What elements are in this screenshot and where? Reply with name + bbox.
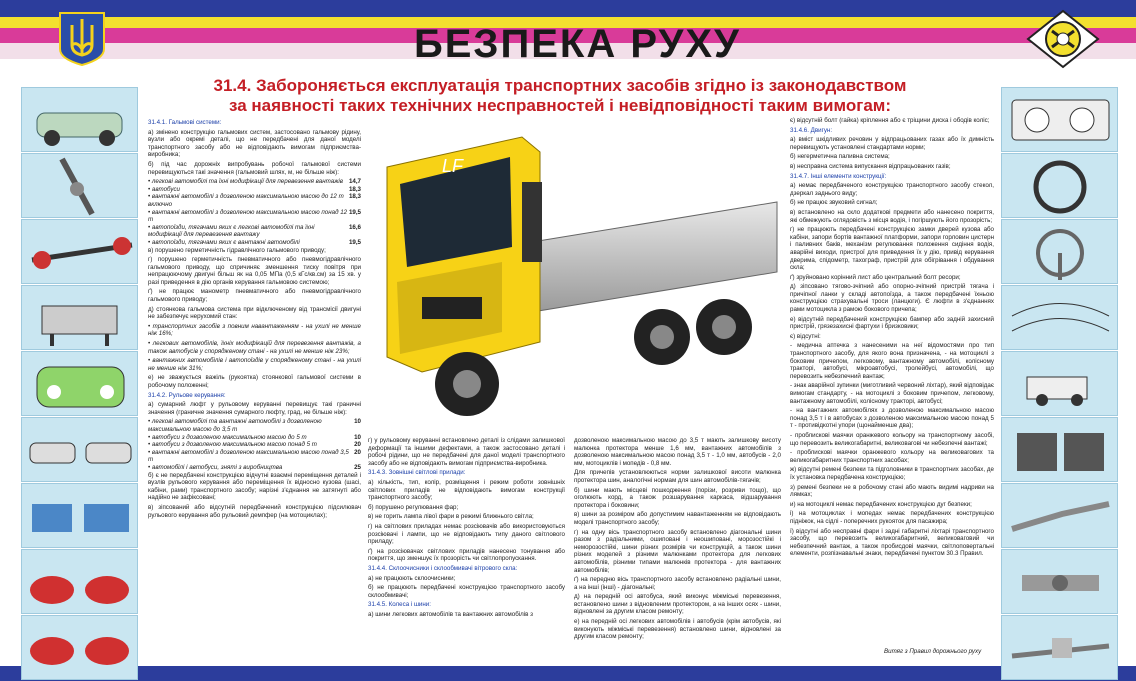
slope-row-0: • транспортних засобів з повним навантаженням - на ухилі не менше ніж 16%; xyxy=(148,322,361,338)
brake-row-3-value: 19,5 xyxy=(348,208,361,216)
steer-row-3-text: • вантажні автомобілі з дозволеною максимальною масою понад 3,5 т xyxy=(148,448,349,464)
tires-p1: дозволеною максимальною масою до 3,5 т мають залишкову висоту малюнка протектора менше 1,6 мм, вантажних автомобілів з дозволеною максимальною масою понад 3,5 т - 1,0 мм, автобусів - 2,0 мм, мотоциклів і мопедів - 0,8 мм. xyxy=(574,437,781,467)
truck-load-illustration xyxy=(21,483,138,548)
brakes-item-a: а) змінено конструкцію гальмових систем, застосовано гальмову рідину, вузли або окремі деталі, що не передбачені для даної моделі транспортного засобу або не відповідають вимогам підприємства-виробника; xyxy=(148,128,361,159)
brakes-item-d: д) стоянкова гальмова система при відключеному від трансмісії двигуні не забезпечує нерухомий стан: xyxy=(148,305,361,321)
steer-row-3-value: 20 xyxy=(354,448,361,456)
wheels-item-ye: є) відсутній болт (гайка) кріплення або є тріщини диска і ободів коліс; xyxy=(790,117,990,124)
brakes-item-e: е) не зважується важіль (рукоятка) стоянкової гальмової системи в робочому положенні; xyxy=(148,374,361,389)
brake-row-5-value: 19,5 xyxy=(348,238,361,246)
engine-item-v: в) несправна система випускання відпрацьованих газів; xyxy=(790,162,951,170)
brake-row-4-text: • автопоїзди, тягачами яких є легкові автомобілі та їхні модифікації для перевезення вантажу xyxy=(148,223,315,239)
steer-row-1-text: • автобуси з дозволеною максимальною масою до 5 т xyxy=(148,433,307,441)
tires-item-d: д) на передній осі автобуса, який виконує міжміські перевезення, встановлено шини з відновленим протектором, а на інших осях - шини, відновлені за другим класом ремонту; xyxy=(574,593,781,616)
brake-row-4 xyxy=(148,224,361,239)
main-heading-line2: за наявності таких технічних несправностей і невідповідності таким вимогам: xyxy=(228,96,892,115)
svg-text:LF: LF xyxy=(442,156,464,176)
steer-row-1-value: 10 xyxy=(354,433,361,441)
brake-row-1 xyxy=(148,186,361,194)
other-item-b: б) не працює звуковий сигнал; xyxy=(790,199,878,207)
brake-row-5 xyxy=(148,239,361,247)
steer-row-0-text: • легкові автомобілі та вантажні автомобілі з дозволеною максимальною масою до 3,5 т xyxy=(148,418,322,433)
wheels-item-a: а) шини легкових автомобілів та вантажних автомобілів з xyxy=(368,610,533,618)
steer-row-4 xyxy=(148,464,361,472)
tires-p2: Для причепів установлюються норми залишкової висоти малюнка протектора шин, аналогічні нормам для шин автомобілів-тягачів; xyxy=(574,469,781,484)
lights-item-v: в) не горить лампа лівої фари в режимі ближнього світла; xyxy=(368,513,534,521)
tires-illustration xyxy=(21,549,138,614)
main-heading-line1: 31.4. Забороняється експлуатація транспортних засобів згідно із законодавством xyxy=(213,76,907,95)
bottom-band xyxy=(0,666,1136,681)
engine-item-b: б) негерметична паливна система; xyxy=(790,153,890,161)
page-title: БЕЗПЕКА РУХУ xyxy=(414,22,741,66)
other-item-i: и) на мотоциклі немає передбачених конструкцією дуг безпеки; xyxy=(790,500,972,508)
steering-item-a: а) сумарний люфт у рульовому керуванні перевищує такі граничні значення (граничне значення сумарного люфту, град, не більше ніж): xyxy=(148,401,361,416)
other-item-a: а) немає передбаченого конструкцією транспортного засобу стекол, дзеркал заднього виду; xyxy=(790,182,994,197)
steering-subheading: 31.4.2. Рульове керування: xyxy=(148,391,226,399)
lights-item-a: а) кількість, тип, колір, розміщення і режим роботи зовнішніх світлових приладів не відповідають вимогам конструкції транспортного засобу; xyxy=(368,478,565,502)
tires-item-v: в) шини за розміром або допустимим навантаженням не відповідають моделі транспортного засобу; xyxy=(574,511,781,526)
car-headlights-illustration xyxy=(21,351,138,416)
brakes-item-b: б) під час дорожніх випробувань робочої гальмової системи перевищуються такі значення (гальмовий шлях, м, не більше ніж): xyxy=(148,160,361,176)
wheels-subheading: 31.4.5. Колеса і шини: xyxy=(368,601,431,609)
steer-row-1 xyxy=(148,434,361,442)
tires-item-g2: ґ) на передню вісь транспортного засобу встановлено радіальні шини, а на інші (інші) - діагональні; xyxy=(574,576,781,591)
brake-row-0-value: 14,7 xyxy=(348,178,361,186)
dashboard-gauges-illustration xyxy=(1001,87,1118,152)
coupling-illustration xyxy=(1001,483,1118,548)
brakes-steering-column xyxy=(148,117,361,521)
steer-row-2-value: 20 xyxy=(354,441,361,449)
lights-subheading: 31.4.3. Зовнішні світлові прилади: xyxy=(368,469,466,477)
brakes-item-g: г) порушено герметичність пневматичного або пневмогідравлічного гальмового приводу, що спричиняє зменшення тиску повітря при непрацюючому двигуні більш як на 0,05 МПа (0,5 кГс/кв.см) за 15 хв. у разі приведення в дію органів керування гальмовою системою; xyxy=(148,256,361,286)
other-item-g2: ґ) зруйновано корінний лист або центральний болт ресори; xyxy=(790,273,961,281)
slope-row-2: • вантажних автомобілів і автопоїздів у спорядженому стані - на ухилі не менше ніж 31%; xyxy=(148,357,361,372)
other-item-e: е) відсутній передбачений конструкцією бампер або задній захисний пристрій, грязезахисні фартухи і бризковики; xyxy=(790,315,994,331)
tires-item-g: г) на одну вісь транспортного засобу встановлено діагональні шини разом з радіальними, ошиповані і неошиповані, морозостійкі і неморозостійкі, шини різних розмірів чи конструкцій, а також шини різних моделей з різними малюнками протектора для легкових автомобілів, різними типами малюнків протектора - для вантажних автомобілів; xyxy=(574,528,781,574)
main-heading xyxy=(170,76,950,116)
engine-other-column xyxy=(790,117,994,560)
car-comparison-illustration xyxy=(21,417,138,482)
other-item-yi: ї) відсутні або несправні фари і задні габаритні ліхтарі транспортного засобу, що перевозить великогабаритний, великоваговий чи небезпечний вантаж, а також пробисдові маячки, світлоповертальні елементи, розпізнавальні знаки, передбачені пунктом 30.3 Правил. xyxy=(790,527,994,558)
headlight-beam-illustration xyxy=(1001,285,1118,350)
brake-row-0 xyxy=(148,178,361,186)
trailer-hitch-illustration xyxy=(1001,549,1118,614)
other-item-ye1: - медична аптечка з нанесеними на неї відомостями про тип транспортного засобу, для якого вона призначена, - на мотоциклі з боковим причепом, легковому, вантажному автомобілі, колісному тракторі, автобусі, мікроавтобусі, тролейбусі, автомобілі, що перевозить небезпечний вантаж; xyxy=(790,342,994,380)
top-band-blue xyxy=(0,0,1136,17)
other-subheading: 31.4.7. Інші елементи конструкції: xyxy=(790,172,887,180)
other-item-d: д) зіпсовано тягово-зчіпний або опорно-зчіпний пристрій тягача і причіпної ланки у складі автопоїзда, а також передбачені їхньою конструкцією страхувальні троси (ланцюги). Є люфти в з'єднаннях рами мотоцикла з рамою бокового причепа; xyxy=(790,283,994,314)
other-item-ye2: - знак аварійної зупинки (миготливий червоний ліхтар), який відповідає вимогам стандарту, - на мотоциклі з боковим причепом, легковому, вантажному автомобілі, колісному тракторі, автобусі; xyxy=(790,382,995,405)
brake-row-0-text: • легкові автомобілі та їхні модифікації для перевезення вантажів xyxy=(148,178,344,186)
other-item-ye3: - на вантажних автомобілях з дозволеною максимальною масою понад 3,5 т і в автобусах з дозволеною максимальною масою понад 5 т - противідкотні упори (щонайменше два); xyxy=(790,407,994,430)
lights-item-g: г) на світлових приладах немає розсіювачів або використовуються розсіювачі і лампи, що не відповідають типу даного світлового приладу; xyxy=(368,522,565,546)
left-illustrations xyxy=(21,87,138,681)
yellow-truck-illustration xyxy=(362,122,782,434)
tires-illustration-2 xyxy=(21,615,138,680)
slope-row-1: • легкових автомобілів, їхніх модифікацій для перевезення вантажів, а також автобусів у спорядженому стані - на ухилі не менше ніж 23%; xyxy=(148,340,361,355)
steer-row-4-text: • автомобілі і автобуси, зняті з виробництва xyxy=(148,463,283,471)
steering-item-b: б) є не передбачені конструкцією відчутні взаємні переміщення деталей і вузлів рульового керування або переміщення їх відносно кузова (шасі, кабіни, рами) транспортного засобу; нарізні з'єднання не затягнуті або надійно не зафіксовані; xyxy=(148,471,361,502)
steering-wheel-hand-illustration xyxy=(1001,153,1118,218)
brake-row-2 xyxy=(148,193,361,208)
engine-item-a: а) вміст шкідливих речовин у відпрацьованих газах або їх димність перевищують установлені стандартами норми; xyxy=(790,136,994,151)
light-truck-illustration xyxy=(1001,351,1118,416)
suspension-illustration xyxy=(21,285,138,350)
steer-row-2-text: • автобуси з дозволеною максимальною масою понад 5 т xyxy=(148,441,317,449)
steering-item-v: в) зіпсований або відсутній передбачений конструкцією підсилювач рульового керування або рульовий демпфер (на мотоциклах); xyxy=(148,503,361,519)
tires-item-b: б) шини мають місцеві пошкодження (порізи, розриви тощо), що оголюють корд, а також розшарування каркаса, відшарування протектора і боковини; xyxy=(574,486,781,509)
wipers-item-a: а) не працюють склоочисники; xyxy=(368,574,456,582)
lights-item-b: б) порушено регулювання фар; xyxy=(368,503,459,511)
brake-row-1-text: • автобуси xyxy=(148,185,180,193)
brake-row-3-text: • вантажні автомобілі з дозволеною максимальною масою понад 12 т xyxy=(148,208,348,224)
wipers-item-b: б) не працюють передбачені конструкцією транспортного засобу склообмивачі; xyxy=(368,584,565,599)
other-item-i2: і) на мотоциклах і мопедах немає передбачених конструкцією підніжок, на сідлі - поперечних рукояток для пасажира; xyxy=(790,510,994,525)
right-illustrations xyxy=(1001,87,1118,681)
source-footnote: Витяг з Правил дорожнього руху xyxy=(884,648,982,655)
trident-emblem-icon xyxy=(57,11,107,66)
other-item-ye5: - проблискові маячки оранжевого кольору на великовагових та великогабаритних транспортних засобах; xyxy=(790,449,994,464)
brake-row-2-value: 18,3 xyxy=(348,193,361,201)
brakes-item-g2: ґ) не працює манометр пневматичного або пневмогідравлічного гальмового приводу; xyxy=(148,288,361,304)
car-chassis-illustration xyxy=(21,87,138,152)
other-item-v: в) встановлено на скло додаткові предмети або нанесено покриття, які обмежують оглядовість з місця водія, і погіршують його прозорість; xyxy=(790,208,994,224)
brakes-item-v: в) порушено герметичність гідравлічного гальмового приводу; xyxy=(148,246,326,254)
other-item-g: г) не працюють передбачені конструкцією замки дверей кузова або кабіни, запори бортів вантажної платформи, запори горловин цистерн і паливних баків, механізм регулювання положення сидіння водія, аварійні виходи, пристрої для приведення їх у дію, привід керування дверима, спідометр, тахограф, пристрій для обігрівання і обдування скла; xyxy=(790,226,994,272)
tires-column xyxy=(574,437,781,643)
road-safety-badge-icon xyxy=(1026,9,1100,69)
steer-row-4-value: 25 xyxy=(354,463,361,471)
tires-item-e: е) на передній осі легкових автомобілів і автобусів (крім автобусів, які виконують міжміські перевезення) встановлено шини, відновлені за другим класом ремонту; xyxy=(574,618,781,641)
brakes-subheading: 31.4.1. Гальмові системи: xyxy=(148,119,222,126)
brake-row-2-text: • вантажні автомобілі з дозволеною максимальною масою до 12 т включно xyxy=(148,193,344,208)
steer-row-0 xyxy=(148,418,361,433)
tire-tread-illustration xyxy=(1001,417,1118,482)
steer-row-0-value: 10 xyxy=(354,418,361,426)
other-item-ye4: - проблискові маячки оранжевого кольору на транспортному засобі, що перевозить великогабаритні, великовагові чи небезпечні вантажі; xyxy=(790,431,994,447)
other-item-zh: ж) відсутні ремені безпеки та підголовники в транспортних засобах, де їх установка передбачена конструкцією; xyxy=(790,466,994,481)
steer-row-3 xyxy=(148,449,361,464)
other-item-z: з) ремені безпеки не в робочому стані або мають видимі надриви на лямках; xyxy=(790,483,994,499)
towing-illustration xyxy=(1001,615,1118,680)
brake-row-3 xyxy=(148,209,361,224)
steering-column-illustration xyxy=(1001,219,1118,284)
brake-row-1-value: 18,3 xyxy=(348,185,361,193)
other-item-ye: є) відсутні: xyxy=(790,332,821,340)
brake-row-5-text: • автопоїзди, тягачами яких є вантажні автомобілі xyxy=(148,238,300,246)
lights-item-d: ґ) на розсіювачах світлових приладів нанесено тонування або покриття, що зменшує їх прозорість чи світлопропускання. xyxy=(368,547,565,563)
axle-illustration xyxy=(21,219,138,284)
steering-item-g: г) у рульовому керуванні встановлено деталі із слідами залишкової деформації та іншими дефектами, а також застосовано деталі і робочі рідини, що не передбачені для даної моделі транспортного засобу або не відповідають вимогам підприємства-виробника. xyxy=(368,437,565,467)
brake-pipe-illustration xyxy=(21,153,138,218)
lights-wipers-column xyxy=(368,437,565,620)
engine-subheading: 31.4.6. Двигун: xyxy=(790,126,833,134)
wipers-subheading: 31.4.4. Склоочисники і склообмивачі вітрового скла: xyxy=(368,564,518,572)
brake-row-4-value: 16,6 xyxy=(348,223,361,231)
steer-row-2 xyxy=(148,441,361,449)
